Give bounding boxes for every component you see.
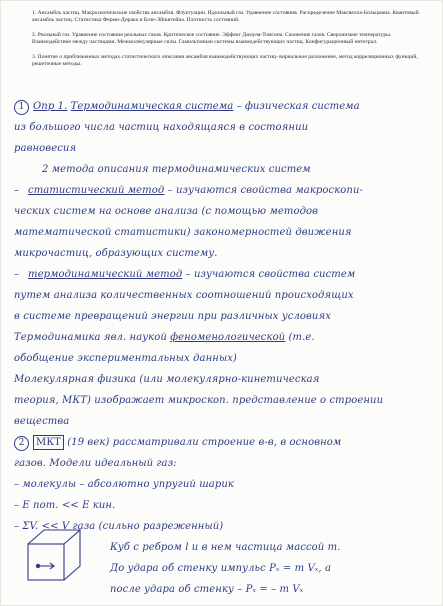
note-line: – E пот. << E кин.	[14, 500, 116, 511]
note-line: теория, МКТ) изображает микроскоп. представление о строении	[14, 395, 384, 406]
note-line: равновесия	[14, 143, 77, 154]
note-text: (19 век) рассматривали строение в-в, в основном	[63, 437, 342, 448]
cube-sketch	[24, 526, 84, 586]
note-line: после удара об стенку – Pₓ = – m Vₓ	[110, 584, 304, 595]
note-line: ческих систем на основе анализа (с помощью методов	[14, 206, 319, 217]
note-line: математической статистики) закономерностей движения	[14, 227, 352, 238]
note-text: – физическая система	[233, 101, 360, 112]
note-line	[14, 327, 440, 348]
note-line: вещества	[14, 416, 70, 427]
term: феноменологической	[170, 332, 286, 343]
boxed-term: МКТ	[33, 435, 64, 450]
item-number: 1	[14, 100, 29, 115]
term: статистический метод	[28, 185, 165, 196]
note-line: – статистический метод – изучаются свойства макроскопи-	[14, 185, 363, 196]
printed-questions	[32, 10, 430, 75]
note-line	[14, 96, 440, 117]
handwritten-notes	[14, 96, 440, 600]
note-line: путем анализа количественных соотношений происходящих	[14, 290, 354, 301]
note-line: Куб с ребром l и в нем частица массой m.	[110, 542, 341, 553]
question-1: 1. Ансамбль частиц. Макроскопические свойства ансамбля. Флуктуации. Идеальный газ. Уравнение состояния. Распределение Максвелла-Больцмана. Квантовый ансамбль частиц. Статистика Ферми-Дирака и Бозе-Эйнштейна. Плотность состояний.	[32, 10, 419, 24]
question-2: 2. Реальный газ. Уравнение состояния реальных газов. Критическое состояние. Эффект Джоуля-Томсона. Сжижение газов. Сверхнизкие температуры. Взаимодействие между частицами. Межмолекулярные силы. Гамильтониан системы взаимодействующих частиц. Конфигурационный интеграл.	[32, 31, 392, 46]
note-line: – термодинамический метод – изучаются свойства систем	[14, 269, 356, 280]
note-line: Молекулярная физика (или молекулярно-кинетическая	[14, 374, 320, 385]
note-line: 2 метода описания термодинамических систем	[42, 164, 311, 175]
note-line: обобщение экспериментальных данных)	[14, 353, 237, 364]
note-text: Термодинамика явл. наукой	[14, 332, 171, 343]
question-3: 3. Понятие о приближенных методах статистического описания ансамбля взаимодействующих частиц- вириальное разложение, метод корреляционных функций, решеточные методы.	[32, 53, 418, 68]
note-line: в системе превращений энергии при различных условиях	[14, 311, 331, 322]
item-number: 2	[14, 436, 29, 451]
note-line: газов. Модели идеальный газ:	[14, 458, 177, 469]
note-line: – ΣV. << V газа (сильно разреженный)	[14, 521, 224, 532]
note-line: из большого числа частиц находящаяся в состоянии	[14, 122, 309, 133]
term: Термодинамическая система	[70, 101, 234, 112]
term: термодинамический метод	[28, 269, 183, 280]
note-line	[14, 432, 440, 453]
note-line: микрочастиц, образующих систему.	[14, 248, 218, 259]
note-text: (т.е.	[285, 332, 315, 343]
note-text: – изучаются свойства макроскопи-	[164, 185, 363, 196]
note-text: – изучаются свойства систем	[182, 269, 356, 280]
note-line: – молекулы – абсолютно упругий шарик	[14, 479, 234, 490]
definition-label: Опр 1.	[33, 101, 68, 112]
note-line: До удара об стенку импульс Pₓ = m Vₓ, а	[110, 563, 332, 574]
